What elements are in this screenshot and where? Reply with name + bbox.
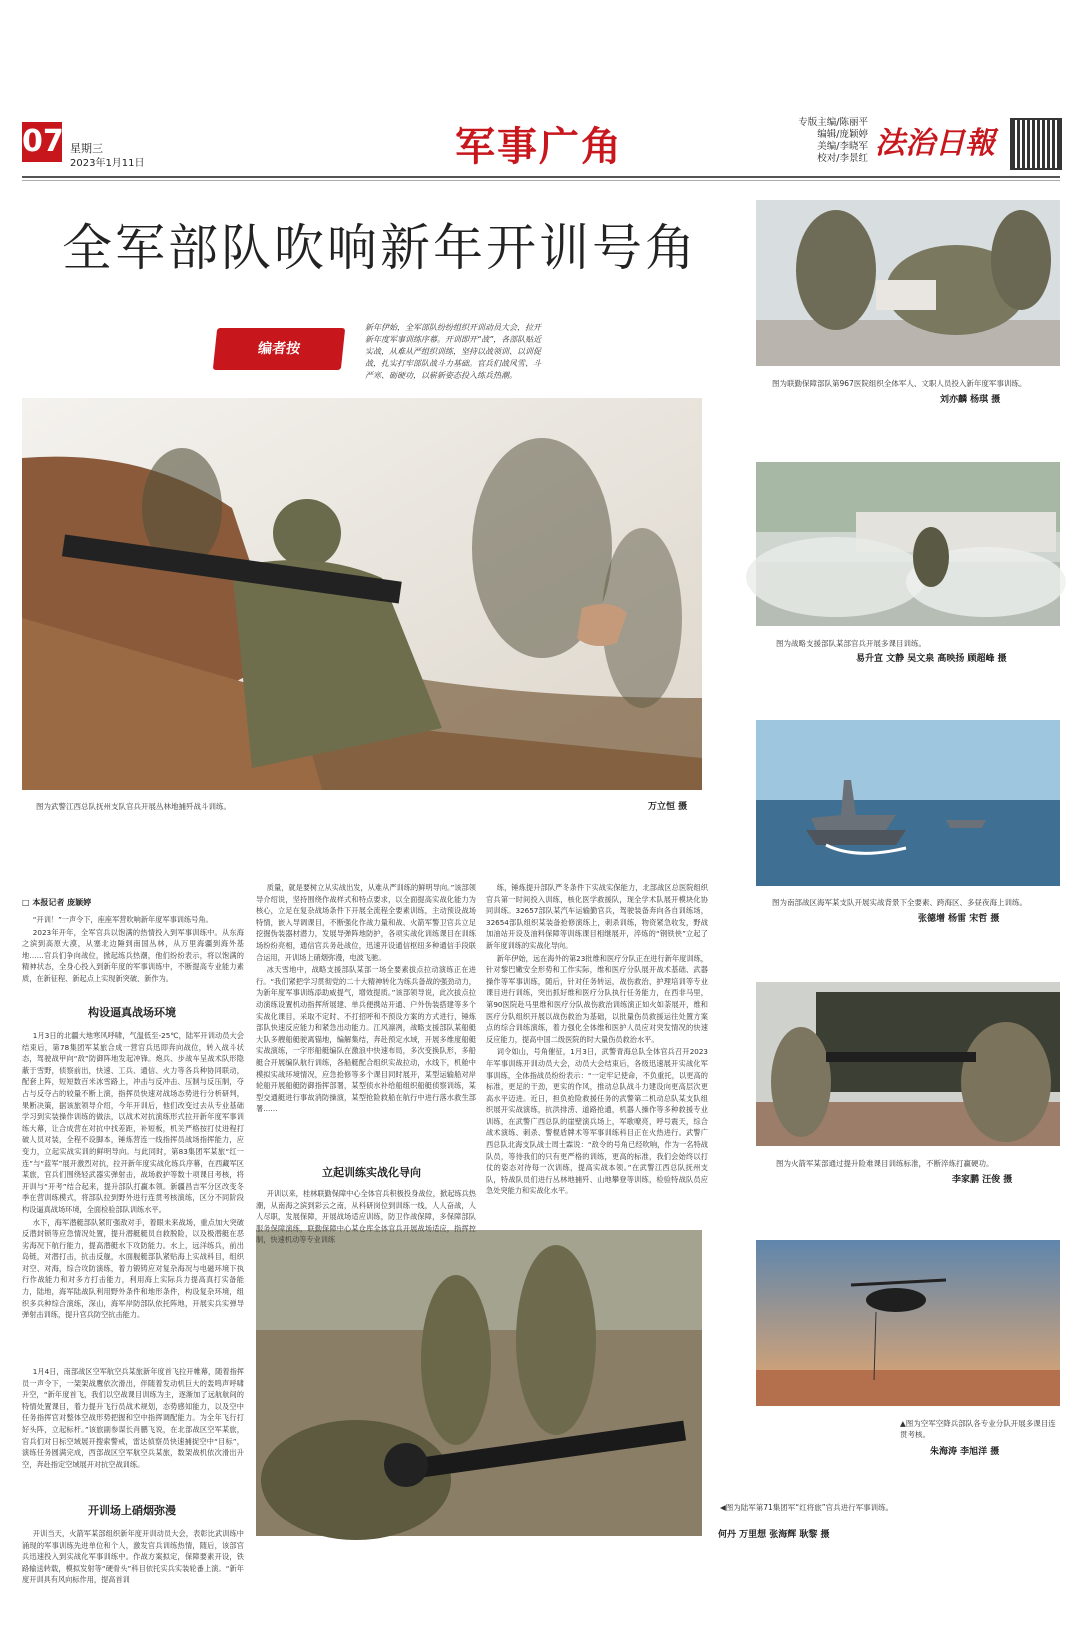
newspaper-logo: 法治日報 <box>875 126 995 161</box>
photo-medical-caption: 图为联勤保障部队第967医院组织全体军人、文职人员投入新年度军事训练。 <box>772 379 1027 388</box>
photo-navy-caption: 图为南部战区海军某支队开展实战背景下全要素、跨海区、多昼夜海上训练。 <box>772 898 1027 907</box>
section-title: 军事广角 <box>455 123 623 170</box>
photo-strategic-credit: 易升宣 文静 吴文泉 高映扬 顾超峰 摄 <box>856 654 1007 664</box>
paragraph: 1月3日的北疆大地寒风呼啸，气温低至-25℃，陆军开训动员大会结束后，第78集团军某旅合成一营官兵迅即奔向战位，转入战斗状态，驾驶战甲向“敌”防御阵地发起冲锋。炮兵、步战车呈战术队形隐蔽于雪野，侦察前出，快速、工兵、通信、火力等各兵种协同联动，配套上阵，短短数百米冰雪路上，冲击与反冲击、压制与反压制，夺占与反夺占的较量不断上演，指挥员快速对战场态势进行分析研判，果断决策，据该旅领导介绍，今年开训后，他们改变过去从专业基础学习到实装操作训练的做法，以战术对抗演练形式拉开新年度军事训练大幕，让合成营在对抗中找差距，补短板，机关严格按打仗进程打破人员对装，全程不设脚本，锤炼营连一线指挥员战场指挥能力，应变力，立起实战实训的鲜明导向。与此同时，第83集团军某旅“红一连”与“蓝军”展开激烈对抗，拉开新年度实战化练兵序幕，在西藏军区某旅，官兵们围绕轻武器实弹射击，战场救护等数十项课目考核，将开训与“开考”结合起来，提升部队打赢本领。新疆昌吉军分区改变冬季在营训练模式，将部队拉到野外进行连贯考核演练，区分不同阶段构设逼真战场环境，全面检验部队训练水平。 <box>22 1031 244 1214</box>
photo-navy-training <box>756 720 1060 886</box>
photo-strategic-support <box>756 462 1060 626</box>
photo-army-group <box>256 1230 702 1536</box>
photo-army-caption: ◀图为陆军第71集团军“红将旅”官兵进行军事训练。 <box>720 1503 894 1512</box>
paragraph: 新年伊始，远在海外的第23批维和医疗分队正在进行新年度训练，针对黎巴嫩安全形势和工作实际，维和医疗分队展开战术基础、武器操作等军事训练，随后，针对任务转运，战伤救治，护理培训等专业课目进行训练，突出抓好维和医疗分队执行任务能力，在西非马里，第90医院赴马里维和医疗分队战伤救治训练演正如火如荼展开，维和医疗分队组织开展以战伤救治为基础，以批量伤员救援运往处置方案点的综合训练演练，着力强化全体维和医护人员应对突发情况的快速反应能力，提高中国二级医院的时大量伤员救治水平。 <box>486 953 708 1044</box>
photo-navy-credit: 张德增 杨雷 宋哲 摄 <box>918 914 1000 924</box>
staff-proofreader: 校对/李景红 <box>817 153 868 164</box>
photo-army-credit: 何丹 万里想 张海辉 耿黎 摄 <box>718 1530 830 1540</box>
staff-list <box>790 117 868 165</box>
paragraph: 水下，海军潜艇部队紧盯强敌对手，着眼未来战场，重点加大突破反潜封锁等应急情况处置，提升潜艇艇员自救脱险，以及极潜艇在恶劣海况下航行能力，提高潜艇水下攻防能力。水上，远洋练兵，前出岛链，对潜打击，抗击反舰，水面舰艇部队紧贴海上实战科目，组织对空、对海，综合攻防演练，着力锻铸应对复杂海况与电磁环境下执行作战能力和对多方打击能力，利用海上实际兵力提高真打实备能力，陆地，海军陆战队利用野外条件和地形条件，构设复杂环境，组织多兵种综合演练，深山，海军岸防部队依托阵地，开展实兵实弹导弹射击训练，提升官兵防空抗击能力。 <box>22 1217 244 1320</box>
paragraph: 开训以来，桂林联勤保障中心全体官兵积极投身战位，掀起练兵热潮，从南海之滨到彩云之南，从科研岗位到训练一线，人人奋战，人人尽职，发展保障，开展战场适应训练，防卫作战保障，多保障部队服务保障演练，联勤保障中心某仓库全体官兵开展战场适应，指挥控制，快速机动等专业训练 <box>256 1189 476 1245</box>
photo-medical-credit: 刘亦麟 杨琪 摄 <box>940 395 1001 405</box>
photo-rocket-credit: 李家鹏 汪俊 摄 <box>952 1175 1013 1185</box>
paragraph: 冰天雪地中，战略支援部队某部一场全要素拔点拉动演练正在进行。“我们紧把学习贯彻党的二十大精神转化为练兵备战的强劲动力，为新年度军事训练添助威提气，增效提质。”该部领导说，此次拔点拉动演练设置机动指挥所展建、单兵便携站开通、户外伪装搭建等多个实战化课目，采取不定时、不打招呼和不预设方案的方式进行，锤炼部队快速反应能力和紧急出动能力。江风凛冽，战略支援部队某船艇大队多艘船艇驶离锚地，编解集结，奔赴预定水域，开展多维度船艇实战演练，一字形船艇编队在激浪中快速布局，多次变换队形，多船艇合开展编队航行训练，各船艇配合组织实战拉动，水线下，机舱中模拟实战环境情况，应急抢修等多个课目同时展开，某型运输船对岸轮船开展船艇防御指挥部署，某型侦水补给船组织船艇侦察训练，某型交通艇进行事故消防操演，某型抢险救船在航行中进行落水救生部署…… <box>256 965 476 1114</box>
staff-designer: 美编/李晓军 <box>817 141 868 152</box>
staff-editor: 编辑/庞颖婷 <box>817 129 868 140</box>
paragraph: 开训当天，火箭军某部组织新年度开训动员大会，表彰比武训练中涌现的军事训练先进单位和个人，激发官兵训练热情，随后，该部官兵迅速投入到实战化军事训练中。作战方案拟定，保障要素开设，铁路输送转载，模拟发射等“硬骨头”科目依托实兵实装轮番上演。“新年度开训具有风向标作用，提高首训 <box>22 1529 244 1585</box>
main-photo-credit: 万立恒 摄 <box>648 802 688 812</box>
column-2-top <box>256 882 476 1152</box>
photo-airborne <box>756 1240 1060 1406</box>
column-1-rocket <box>22 1528 244 1610</box>
staff-editor-in-chief: 专版主编/陈丽平 <box>798 117 868 128</box>
page-number: 07 <box>22 122 62 162</box>
main-photo-caption: 图为武警江西总队抚州支队官兵开展丛林地捕歼战斗训练。 <box>36 802 231 811</box>
column-3 <box>486 882 708 1222</box>
photo-rocket-force <box>756 982 1060 1146</box>
subhead-battlefield: 构设逼真战场环境 <box>88 1006 176 1019</box>
qr-code-icon <box>1010 118 1062 170</box>
subhead-guidance: 立起训练实战化导向 <box>322 1166 421 1179</box>
header-rule <box>22 176 1060 178</box>
paragraph: 1月4日，南部战区空军航空兵某旅新年度首飞拉开帷幕，随着指挥员一声令下，一架架战鹰依次滑出，伴随着发动机巨大的轰鸣声呼啸升空，“新年度首飞，我们以空战课目训练为主，逐渐加了远航航间的特情处置课目，着力提升飞行员战术规划，态势感知能力，以及空中任务指挥官对整体空战形势把握和空中指挥调配能力。为全年飞行打好头阵，立起标杆。”该旅副参谋长肖鹏飞说，在北部战区空军某旅，官兵们对日标空域展开搜索警戒，雷达侦察员快速捕捉空中“目标”，演练任务圆满完成，西部战区空军航空兵某旅，数架战机依次滑出升空，奔赴指定空域展开对抗空战训练。 <box>22 1367 244 1469</box>
photo-airborne-caption: ▲图为空军空降兵部队各专业分队开展多课目连贯考核。 <box>900 1419 1056 1439</box>
photo-rocket-caption: 图为火箭军某部通过提升险难课目训练标准，不断淬炼打赢硬功。 <box>776 1159 994 1168</box>
byline-text: 本报记者 庞颖婷 <box>32 898 92 907</box>
weekday: 星期三 <box>70 142 103 155</box>
photo-medical-training <box>756 200 1060 366</box>
issue-date: 2023年1月11日 <box>70 158 145 169</box>
byline: □ 本报记者 庞颖婷 <box>22 898 92 907</box>
header-rule-thin <box>22 180 1060 181</box>
subhead-smoke: 开训场上硝烟弥漫 <box>88 1504 176 1517</box>
column-1-intro <box>22 914 244 986</box>
editor-note: 新年伊始，全军部队纷纷组织开训动员大会，拉开新年度军事训练序幕。开训即开“战”，各部队贴近实战，从难从严组织训练，坚持以战领训、以训促战，扎实打牢部队战斗力基础。官兵们战风雪、斗严寒、砺硬功，以崭新姿态投入练兵热潮。 <box>365 323 542 380</box>
column-1-air <box>22 1366 244 1492</box>
editor-note-tag: 编者按 <box>213 328 345 370</box>
photo-airborne-credit: 朱海涛 李旭洋 摄 <box>930 1447 1000 1457</box>
paragraph: 2023年开年，全军官兵以饱满的热情投入到军事训练中。从东海之滨到高原大漠，从塞北边陲到南国丛林，从万里海疆到海外基地……官兵们争向战位，掀起练兵热潮，他们纷纷表示，将以饱满的精神状态，全身心投入到新年度的军事训练中，不断提高专业能力素质，在新征程、新起点上实现新突破、新作为。 <box>22 927 244 983</box>
paragraph: “开训！”一声令下，座座军营吹响新年度军事训练号角。 <box>32 915 213 924</box>
headline: 全军部队吹响新年开训号角 <box>62 219 698 277</box>
paragraph: 词令如山，号角催征，1月3日，武警青海总队全体官兵召开2023年军事训练开训动员大会，动员大会结束后，各级迅速展开实战化军事训练，全体指战员纷纷表示：“一定牢记使命，不负重托，以更高的标准，更足的干劲，更实的作风，推动总队战斗力建设向更高层次更高水平迈进。近日，担负抢险救援任务的武警第二机动总队某支队组织展开实战演练，抗洪排涝、道路抢通，机器人操作等多种救援专业训练，在武警广西总队的崖壁演兵场上，军歌嘹亮，呼号震天，综合战术演练、刺杀、警棍盾牌术等军事训练科目正在火热进行。武警广西总队北海支队战士周士霖说：“敌令的号角已经吹响，作为一名特战队员，等待我们的只有更严格的训练，更高的标准，我们会始终以打仗的姿态对待每一次训练，提高实战本领。”在武警江西总队抚州支队，特战队员们进行丛林地捕歼、山地攀登等训练，检验特战队员应急处突能力和实战化水平。 <box>486 1047 708 1196</box>
column-2-bottom <box>256 1188 476 1245</box>
photo-strategic-caption: 图为战略支援部队某部官兵开展多课目训练。 <box>776 639 926 648</box>
column-1-body <box>22 1030 244 1360</box>
main-photo <box>22 398 702 790</box>
paragraph: 练，锤炼提升部队严冬条件下实战实保能力，北部战区总医院组织官兵第一时间投入训练，核化医学救援队，现全学术队展开模块化协同训练。32657部队某汽车运输勤官兵，驾驶装备奔向各自训练场，32654部队组织某装备抢修演练上，刺杀训练，物资紧急收发，野战加油站开设及油料保障等训练课目相继展开，淬炼的“钢铁侠”立起了新年度训练的实战化导向。 <box>486 883 708 950</box>
paragraph: 质量，就是要树立从实战出发，从难从严训练的鲜明导向。”该部领导介绍说，坚持围绕作战样式和特点要求，以全面提高实战化能力为核心，立足在复杂战场条件下开展全流程全要素训练，主动预设战场特情，嵌入导调课目，不断强化作战力量和战、火箭军警卫官兵立足挖掘伪装器材潜力，发展导弹阵地防护，各项实战化训练课目在训练场纷纷亮相，通信官兵务赴战位，迅速开设通信枢纽多种通信手段联合运用，开训场上硝烟弥漫，电波飞驰。 <box>256 883 476 962</box>
